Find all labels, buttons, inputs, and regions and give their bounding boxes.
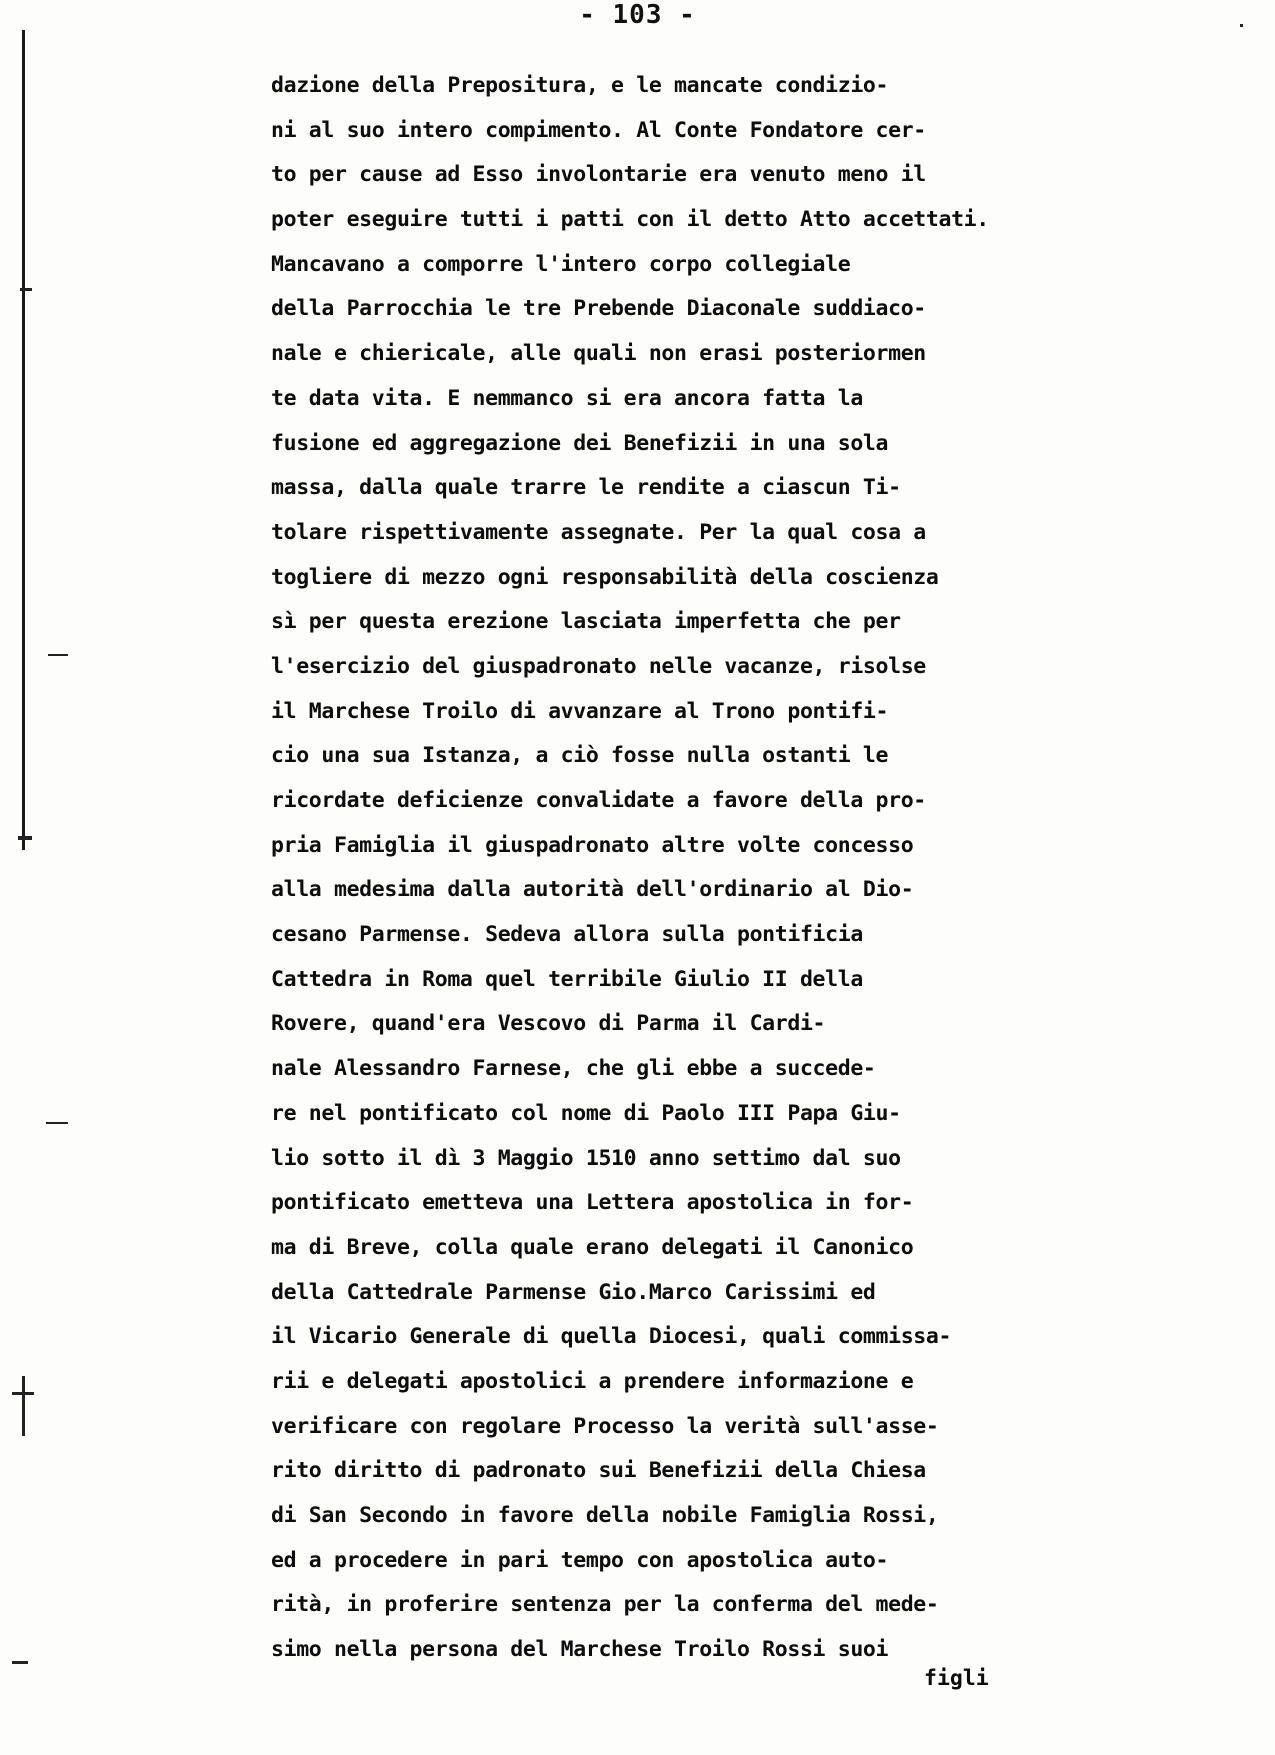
text-line: togliere di mezzo ogni responsabilità della coscienza: [271, 564, 939, 590]
body-text: [271, 64, 1171, 1673]
margin-rule: [22, 30, 25, 850]
text-line: verificare con regolare Processo la verità sull'asse-: [271, 1413, 939, 1439]
text-line: to per cause ad Esso involontarie era venuto meno il: [271, 162, 926, 188]
text-line: ricordate deficienze convalidate a favore della pro-: [271, 788, 926, 813]
margin-mark: [20, 288, 32, 291]
text-line: ma di Breve, colla quale erano delegati il Canonico: [271, 1234, 914, 1260]
margin-mark: [12, 1392, 34, 1395]
text-line: l'esercizio del giuspadronato nelle vacanze, risolse: [271, 653, 926, 679]
text-line: della Parrocchia le tre Prebende Diaconale suddiaco-: [271, 296, 926, 322]
text-line: il Vicario Generale di quella Diocesi, quali commissa-: [271, 1324, 952, 1350]
text-line: alla medesima dalla autorità dell'ordinario al Dio-: [271, 877, 914, 903]
text-line: rito diritto di padronato sui Benefizii della Chiesa: [271, 1458, 926, 1484]
text-line: te data vita. E nemmanco si era ancora fatta la: [271, 385, 863, 411]
text-line: Mancavano a comporre l'intero corpo collegiale: [271, 251, 851, 277]
text-line: rii e delegati apostolici a prendere informazione e: [271, 1368, 914, 1394]
text-line: di San Secondo in favore della nobile Famiglia Rossi,: [271, 1503, 939, 1528]
text-line: lio sotto il dì 3 Maggio 1510 anno settimo dal suo: [271, 1145, 901, 1171]
text-line: cesano Parmense. Sedeva allora sulla pontificia: [271, 922, 863, 948]
text-line: ni al suo intero compimento. Al Conte Fondatore cer-: [271, 117, 926, 143]
text-line: fusione ed aggregazione dei Benefizii in una sola: [271, 430, 889, 456]
text-line: re nel pontificato col nome di Paolo III Papa Giu-: [271, 1100, 901, 1126]
text-line: poter eseguire tutti i patti con il detto Atto accettati.: [271, 207, 989, 233]
text-line: dazione della Prepositura, e le mancate condizio-: [271, 73, 889, 98]
text-line: tolare rispettivamente assegnate. Per la qual cosa a: [271, 519, 926, 545]
text-line: della Cattedrale Parmense Gio.Marco Carissimi ed: [271, 1279, 876, 1305]
text-line: ed a procedere in pari tempo con apostolica auto-: [271, 1547, 889, 1573]
text-line: rità, in proferire sentenza per la conferma del mede-: [271, 1592, 939, 1618]
text-line: nale Alessandro Farnese, che gli ebbe a succede-: [271, 1056, 876, 1082]
text-line: il Marchese Troilo di avvanzare al Trono pontifi-: [271, 698, 889, 724]
text-line: cio una sua Istanza, a ciò fosse nulla ostanti le: [271, 743, 889, 769]
margin-mark: [22, 1376, 25, 1436]
text-line: nale e chiericale, alle quali non erasi posteriormen: [271, 341, 926, 367]
text-line: pria Famiglia il giuspadronato altre volte concesso: [271, 832, 914, 858]
margin-mark: [12, 1661, 28, 1664]
margin-mark: [46, 1122, 68, 1124]
text-line: sì per questa erezione lasciata imperfetta che per: [271, 609, 901, 635]
text-line: pontificato emetteva una Lettera apostolica in for-: [271, 1190, 914, 1216]
margin-mark: [18, 836, 32, 840]
text-line: Cattedra in Roma quel terribile Giulio II della: [271, 966, 863, 992]
text-line: Rovere, quand'era Vescovo di Parma il Cardi-: [271, 1011, 826, 1037]
page-number: - 103 -: [579, 0, 696, 30]
text-line: simo nella persona del Marchese Troilo Rossi suoi: [271, 1637, 889, 1663]
margin-mark: [48, 654, 68, 656]
text-line: massa, dalla quale trarre le rendite a ciascun Ti-: [271, 475, 901, 501]
catchword: figli: [924, 1666, 989, 1691]
